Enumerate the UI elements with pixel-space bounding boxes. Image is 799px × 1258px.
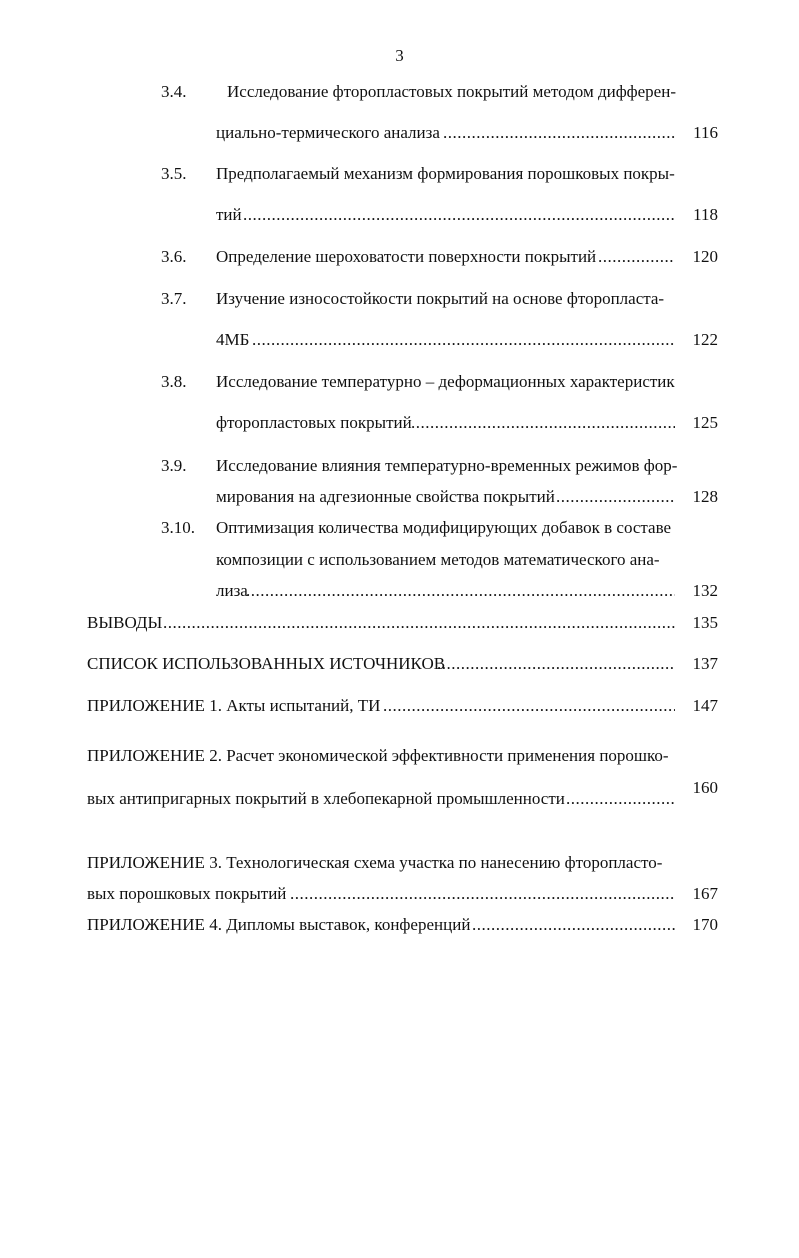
toc-section-title: ВЫВОДЫ bbox=[87, 613, 163, 632]
toc-leader-dots bbox=[246, 580, 675, 602]
toc-section-page: 147 bbox=[692, 696, 718, 715]
toc-leader-dots bbox=[383, 695, 675, 717]
toc-section-page: 167 bbox=[692, 884, 718, 903]
toc-leader-dots bbox=[566, 788, 675, 810]
toc-leader-dots bbox=[598, 246, 675, 268]
toc-leader-dots bbox=[252, 329, 675, 351]
toc-section-title: ПРИЛОЖЕНИЕ 1. Акты испытаний, ТИ bbox=[87, 696, 381, 715]
page-number: 3 bbox=[395, 46, 404, 65]
toc-entry-title: Оптимизация количества модифицирующих добавок в составе bbox=[216, 518, 672, 537]
toc-section-title: ПРИЛОЖЕНИЕ 3. Технологическая схема участка по нанесению фторопласто- bbox=[87, 853, 663, 872]
toc-leader-dots bbox=[290, 883, 675, 905]
toc-entry-title: Исследование фторопластовых покрытий методом дифферен- bbox=[227, 82, 676, 101]
toc-entry-title: Предполагаемый механизм формирования порошковых покры- bbox=[216, 164, 675, 183]
toc-section-title: СПИСОК ИСПОЛЬЗОВАННЫХ ИСТОЧНИКОВ bbox=[87, 654, 446, 673]
toc-entry-title: Исследование температурно – деформационных характеристик bbox=[216, 372, 675, 391]
toc-leader-dots bbox=[437, 653, 675, 675]
toc-entry-number: 3.8. bbox=[161, 372, 187, 391]
toc-section-page: 135 bbox=[692, 613, 718, 632]
toc-leader-dots bbox=[472, 914, 675, 936]
toc-leader-dots bbox=[243, 204, 675, 226]
toc-section-title: ПРИЛОЖЕНИЕ 2. Расчет экономической эффективности применения порошко- bbox=[87, 746, 669, 765]
toc-leader-dots bbox=[411, 412, 675, 434]
toc-section-title-cont: вых порошковых покрытий bbox=[87, 884, 287, 903]
toc-entry-page: 128 bbox=[692, 487, 718, 506]
toc-leader-dots bbox=[556, 486, 675, 508]
toc-entry-page: 132 bbox=[692, 581, 718, 600]
toc-section-title-cont: вых антипригарных покрытий в хлебопекарной промышленности bbox=[87, 789, 565, 808]
toc-entry-title: Исследование влияния температурно-временных режимов фор- bbox=[216, 456, 678, 475]
toc-section-page: 170 bbox=[692, 915, 718, 934]
toc-entry-number: 3.9. bbox=[161, 456, 187, 475]
toc-entry-title-cont: 4МБ bbox=[216, 330, 250, 349]
toc-entry-number: 3.10. bbox=[161, 518, 195, 537]
toc-entry-number: 3.7. bbox=[161, 289, 187, 308]
toc-entry-title-cont: композиции с использованием методов математического ана- bbox=[216, 550, 660, 569]
toc-entry-title: Изучение износостойкости покрытий на основе фторопласта- bbox=[216, 289, 665, 308]
toc-entry-title-cont: тий bbox=[216, 205, 242, 224]
toc-entry-title-cont: циально-термического анализа bbox=[216, 123, 440, 142]
toc-entry-number: 3.5. bbox=[161, 164, 187, 183]
toc-section-page: 160 bbox=[692, 778, 718, 797]
toc-entry-title-cont: мирования на адгезионные свойства покрытий bbox=[216, 487, 555, 506]
toc-entry-number: 3.4. bbox=[161, 82, 187, 101]
toc-leader-dots bbox=[443, 122, 675, 144]
toc-section-title: ПРИЛОЖЕНИЕ 4. Дипломы выставок, конференций bbox=[87, 915, 471, 934]
toc-entry-title: Определение шероховатости поверхности покрытий bbox=[216, 247, 597, 266]
toc-entry-page: 125 bbox=[692, 413, 718, 432]
toc-entry-page: 118 bbox=[693, 205, 718, 224]
toc-entry-number: 3.6. bbox=[161, 247, 187, 266]
toc-leader-dots bbox=[163, 612, 675, 634]
toc-entry-page: 116 bbox=[693, 123, 718, 142]
toc-entry-title-cont: фторопластовых покрытий bbox=[216, 413, 412, 432]
toc-section-page: 137 bbox=[692, 654, 718, 673]
toc-entry-title-cont: лиза bbox=[216, 581, 248, 600]
toc-entry-page: 122 bbox=[692, 330, 718, 349]
toc-entry-page: 120 bbox=[692, 247, 718, 266]
